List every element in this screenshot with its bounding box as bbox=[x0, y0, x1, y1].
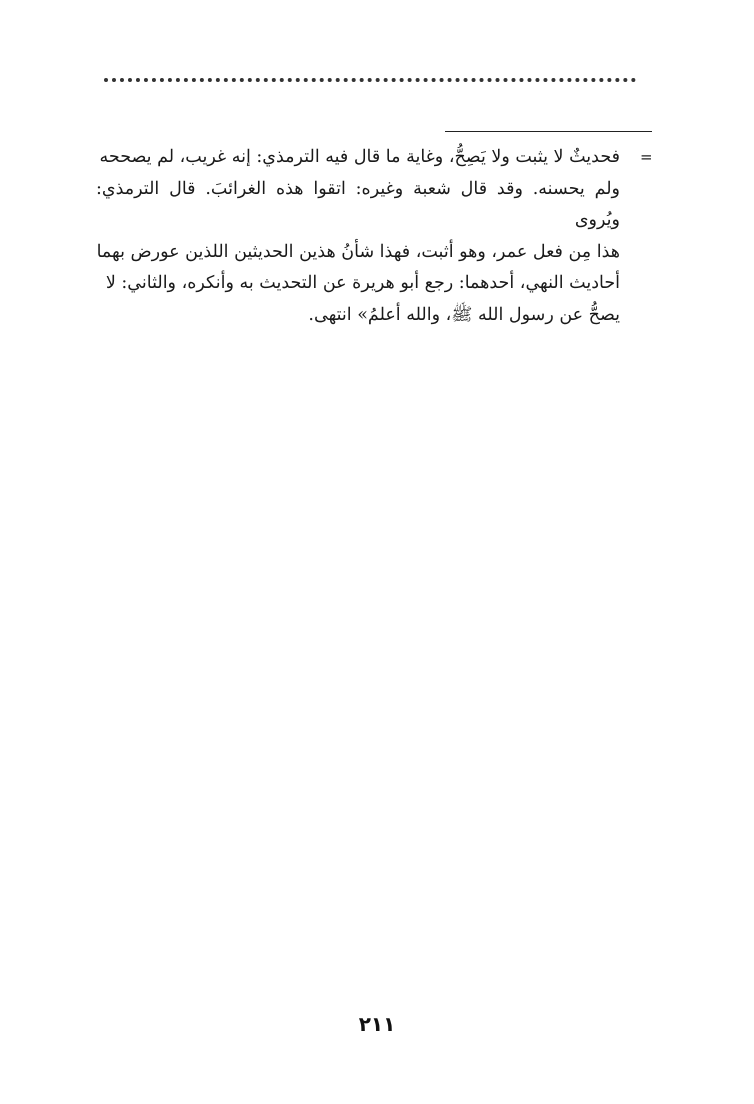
footnote-continuation-mark: = bbox=[640, 148, 653, 166]
footnote-line: ولم يحسنه. وقد قال شعبة وغيره: اتقوا هذه الغرائبَ. قال الترمذي: ويُروى bbox=[96, 178, 620, 230]
footnote-line: فحديثٌ لا يثبت ولا يَصِحُّ، وغاية ما قال فيه الترمذي: إنه غريب، لم يصححه bbox=[99, 147, 620, 167]
footnote-line: هذا مِن فعل عمر، وهو أثبت، فهذا شأنُ هذين الحديثين اللذين عورض بهما bbox=[96, 241, 620, 262]
footnote-text bbox=[96, 142, 620, 331]
footnote-line: أحاديث النهي، أحدهما: رجع أبو هريرة عن التحديث به وأنكره، والثاني: لا bbox=[105, 273, 620, 293]
header-dotted-separator bbox=[104, 78, 636, 82]
page-number: ٢١١ bbox=[358, 1012, 396, 1036]
footnote-line: يصحُّ عن رسول الله ﷺ، والله أعلمُ» انتهى. bbox=[308, 304, 620, 325]
footnote-separator-line bbox=[445, 131, 652, 132]
